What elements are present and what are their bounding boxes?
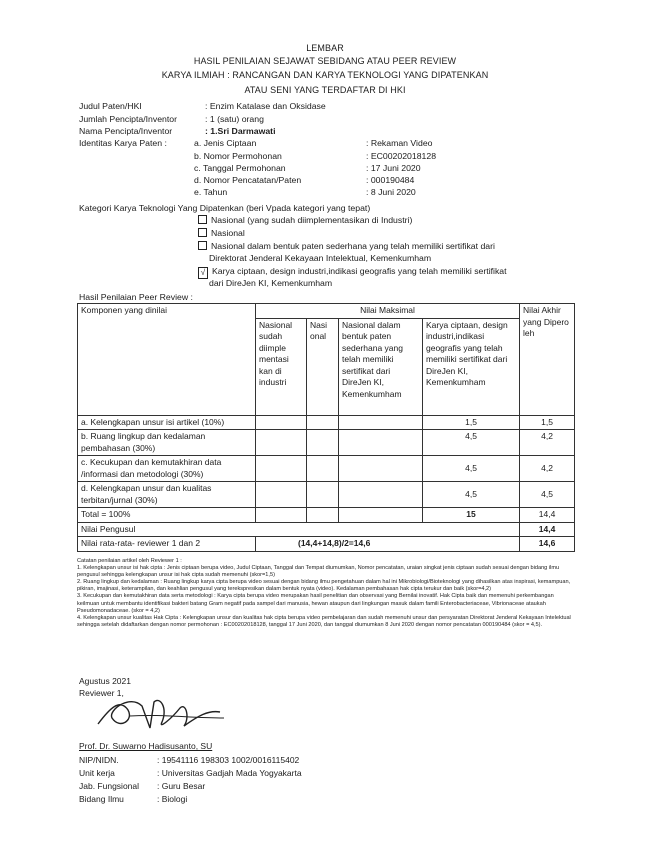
rata-label: Nilai rata-rata- reviewer 1 dan 2 <box>78 537 256 552</box>
row-akhir: 4,5 <box>520 482 575 508</box>
row-label: b. Ruang lingkup dan kedalaman pembahasan (30%) <box>78 430 256 456</box>
identitas-item-value: : EC00202018128 <box>366 151 437 161</box>
reviewer-name: Prof. Dr. Suwarno Hadisusanto, SU <box>79 741 213 751</box>
judul-label: Judul Paten/HKI <box>79 101 142 111</box>
checkbox[interactable] <box>198 215 207 224</box>
table-row <box>78 482 575 508</box>
catatan-title: Catatan penilaian artikel oleh Reviewer 1 : <box>77 558 182 564</box>
identitas-item-label: e. Tahun <box>194 187 228 197</box>
row-akhir: 4,2 <box>520 430 575 456</box>
table-row <box>78 415 575 430</box>
col-nilai-akhir: Nilai Akhir yang Dipero leh <box>520 304 575 416</box>
total-maks: 15 <box>423 508 520 523</box>
hasil-title: Hasil Penilaian Peer Review : <box>79 292 193 302</box>
sub-col-karya-ciptaan: Karya ciptaan, design industri,indikasi geografis yang telah memiliki sertifikat dari DireJen KI, Kemenkumham <box>423 318 520 415</box>
col-nilai-maksimal: Nilai Maksimal <box>256 304 520 319</box>
rata-value: 14,6 <box>520 537 575 552</box>
rata-formula: (14,4+14,8)/2=14,6 <box>256 537 520 552</box>
catatan-item: 3. Kecukupan dan kemutakhiran data serta metodologi : Karya cipta berupa video merupakan hasil penelitian dan observasi yang Bernilai inovatif. Hak Cipta baik dan memenuhi perkembangan keilmuan untuk membantu identifikasi bakteri batang Gram negatif pada sampel dari manusia, hewan ataupun dari lingkungan masuk dalam famili Enterobacteriaceae, Vibrionaceae ataukah Pseudomonadaceae. (skor = 4,2) <box>77 593 554 614</box>
kategori-option-text: Nasional dalam bentuk paten sederhana yang telah memiliki sertifikat dari <box>211 241 495 251</box>
table-rata-row <box>78 537 575 552</box>
kategori-title: Kategori Karya Teknologi Yang Dipatenkan (beri Vpada kategori yang tepat) <box>79 203 371 213</box>
row-label: a. Kelengkapan unsur isi artikel (10%) <box>78 415 256 430</box>
identitas-item-label: d. Nomor Pencatatan/Paten <box>194 175 302 185</box>
checkbox[interactable] <box>198 228 207 237</box>
row-label: c. Kecukupan dan kemutakhiran data /informasi dan metodologi (30%) <box>78 456 256 482</box>
nama-value: : 1.Sri Darmawati <box>205 126 276 136</box>
checkmark-icon[interactable]: √ <box>198 267 208 279</box>
doc-title-line4: ATAU SENI YANG TERDAFTAR DI HKI <box>244 85 406 95</box>
kategori-option-text-2: dari DireJen KI, Kemenkumham <box>209 278 333 288</box>
kategori-option-2[interactable] <box>198 228 245 238</box>
total-label: Total = 100% <box>78 508 256 523</box>
row-label: d. Kelengkapan unsur dan kualitas terbitan/jurnal (30%) <box>78 482 256 508</box>
bidang-label: Bidang Ilmu <box>79 794 124 804</box>
jumlah-label: Jumlah Pencipta/Inventor <box>79 114 178 124</box>
unit-value: : Universitas Gadjah Mada Yogyakarta <box>157 768 302 778</box>
table-pengusul-row <box>78 522 575 537</box>
identitas-item-value: : Rekaman Video <box>366 138 433 148</box>
table-header-row <box>78 304 575 319</box>
col-komponen: Komponen yang dinilai <box>78 304 256 416</box>
identitas-item-value: : 17 Juni 2020 <box>366 163 421 173</box>
identitas-item-value: : 000190484 <box>366 175 415 185</box>
catatan-item: 4. Kelengkapan unsur kualitas Hak Cipta : Kelengkapan unsur dan kualitas hak cipta berupa video pembelajaran dan sudah memenuhi unsur dan persyaratan Direktorat Jenderal Kekayaan Intelektual sehingga setelah didaftarkan dengan nomor permohonan : EC00202018128, tanggal 17 Juni 2020, dan tanggal diumumkan 8 Juni 2020 dengan nomor pencatatan 000190484 (skor = 4,5). <box>77 614 571 628</box>
kategori-option-text-2: Direktorat Jenderal Kekayaan Intelektual, Kemenkumham <box>209 253 432 263</box>
signature-date: Agustus 2021 <box>79 676 131 686</box>
row-maks: 4,5 <box>423 456 520 482</box>
row-maks: 4,5 <box>423 482 520 508</box>
jabatan-label: Jab. Fungsional <box>79 781 140 791</box>
signature-reviewer: Reviewer 1, <box>79 688 124 698</box>
row-maks: 1,5 <box>423 415 520 430</box>
handwritten-signature <box>90 688 230 736</box>
table-row <box>78 456 575 482</box>
catatan-reviewer <box>77 558 574 629</box>
sub-col-nasional: Nasi onal <box>307 318 339 415</box>
judul-value: : Enzim Katalase dan Oksidase <box>205 101 326 111</box>
jumlah-value: : 1 (satu) orang <box>205 114 264 124</box>
identitas-item-label: a. Jenis Ciptaan <box>194 138 257 148</box>
nip-label: NIP/NIDN. <box>79 755 119 765</box>
catatan-item: 1. Kelengkapan unsur isi hak cipta : Jenis ciptaan berupa video, Judul Ciptaan, Tanggal dan Tempat diumumkan, Nomor pencatatan, uraian singkat jenis ciptaan sudah sesuai dengan bidang ilmu pengusul sehingga kelengkapan unsur isi hak cipta sudah memenuhi (skor=1,5) <box>77 565 560 579</box>
bidang-value: : Biologi <box>157 794 188 804</box>
row-akhir: 4,2 <box>520 456 575 482</box>
kategori-option-3[interactable] <box>198 241 495 251</box>
sub-col-paten-sederhana: Nasional dalam bentuk paten sederhana yang telah memiliki sertifikat dari DireJen KI, Kemenkumham <box>339 318 423 415</box>
kategori-option-text: Nasional <box>211 228 245 238</box>
total-akhir: 14,4 <box>520 508 575 523</box>
identitas-label: Identitas Karya Paten : <box>79 138 167 148</box>
table-row <box>78 430 575 456</box>
kategori-option-text: Nasional (yang sudah diimplementasikan di Industri) <box>211 215 413 225</box>
nip-value: : 19541116 198303 1002/0016115402 <box>157 755 300 765</box>
unit-label: Unit kerja <box>79 768 115 778</box>
identitas-item-value: : 8 Juni 2020 <box>366 187 416 197</box>
checkbox[interactable] <box>198 241 207 250</box>
kategori-option-text: Karya ciptaan, design industri,indikasi geografis yang telah memiliki sertifikat <box>212 266 507 276</box>
nilai-table <box>77 303 575 552</box>
identitas-item-label: b. Nomor Permohonan <box>194 151 282 161</box>
doc-title-lembar: LEMBAR <box>306 43 344 53</box>
kategori-option-1[interactable] <box>198 215 412 225</box>
sub-col-nasional-industri: Nasional sudah diimple mentasi kan di industri <box>256 318 307 415</box>
doc-title-line3: KARYA ILMIAH : RANCANGAN DAN KARYA TEKNOLOGI YANG DIPATENKAN <box>161 70 489 80</box>
row-maks: 4,5 <box>423 430 520 456</box>
row-akhir: 1,5 <box>520 415 575 430</box>
pengusul-label: Nilai Pengusul <box>78 522 520 537</box>
nama-label: Nama Pencipta/Inventor <box>79 126 173 136</box>
jabatan-value: : Guru Besar <box>157 781 206 791</box>
identitas-item-label: c. Tanggal Permohonan <box>194 163 286 173</box>
pengusul-value: 14,4 <box>520 522 575 537</box>
doc-title-line2: HASIL PENILAIAN SEJAWAT SEBIDANG ATAU PEER REVIEW <box>193 56 457 66</box>
catatan-item: 2. Ruang lingkup dan kedalaman : Ruang lingkup karya cipta berupa video sesuai dengan bidang ilmu pengetahuan dalam hal ini Mikrobiologi/Bioteknologi yang dihasilkan atas inspirasi, kemampuan, pikiran, imajinasi, keterampilan, dan keahlian pengusul yang terekspresikan dalam bentuk nyata (video). Kedalaman pembahasan hak cipta terukur dan baik (skor=4,2) <box>77 579 571 593</box>
table-total-row <box>78 508 575 523</box>
